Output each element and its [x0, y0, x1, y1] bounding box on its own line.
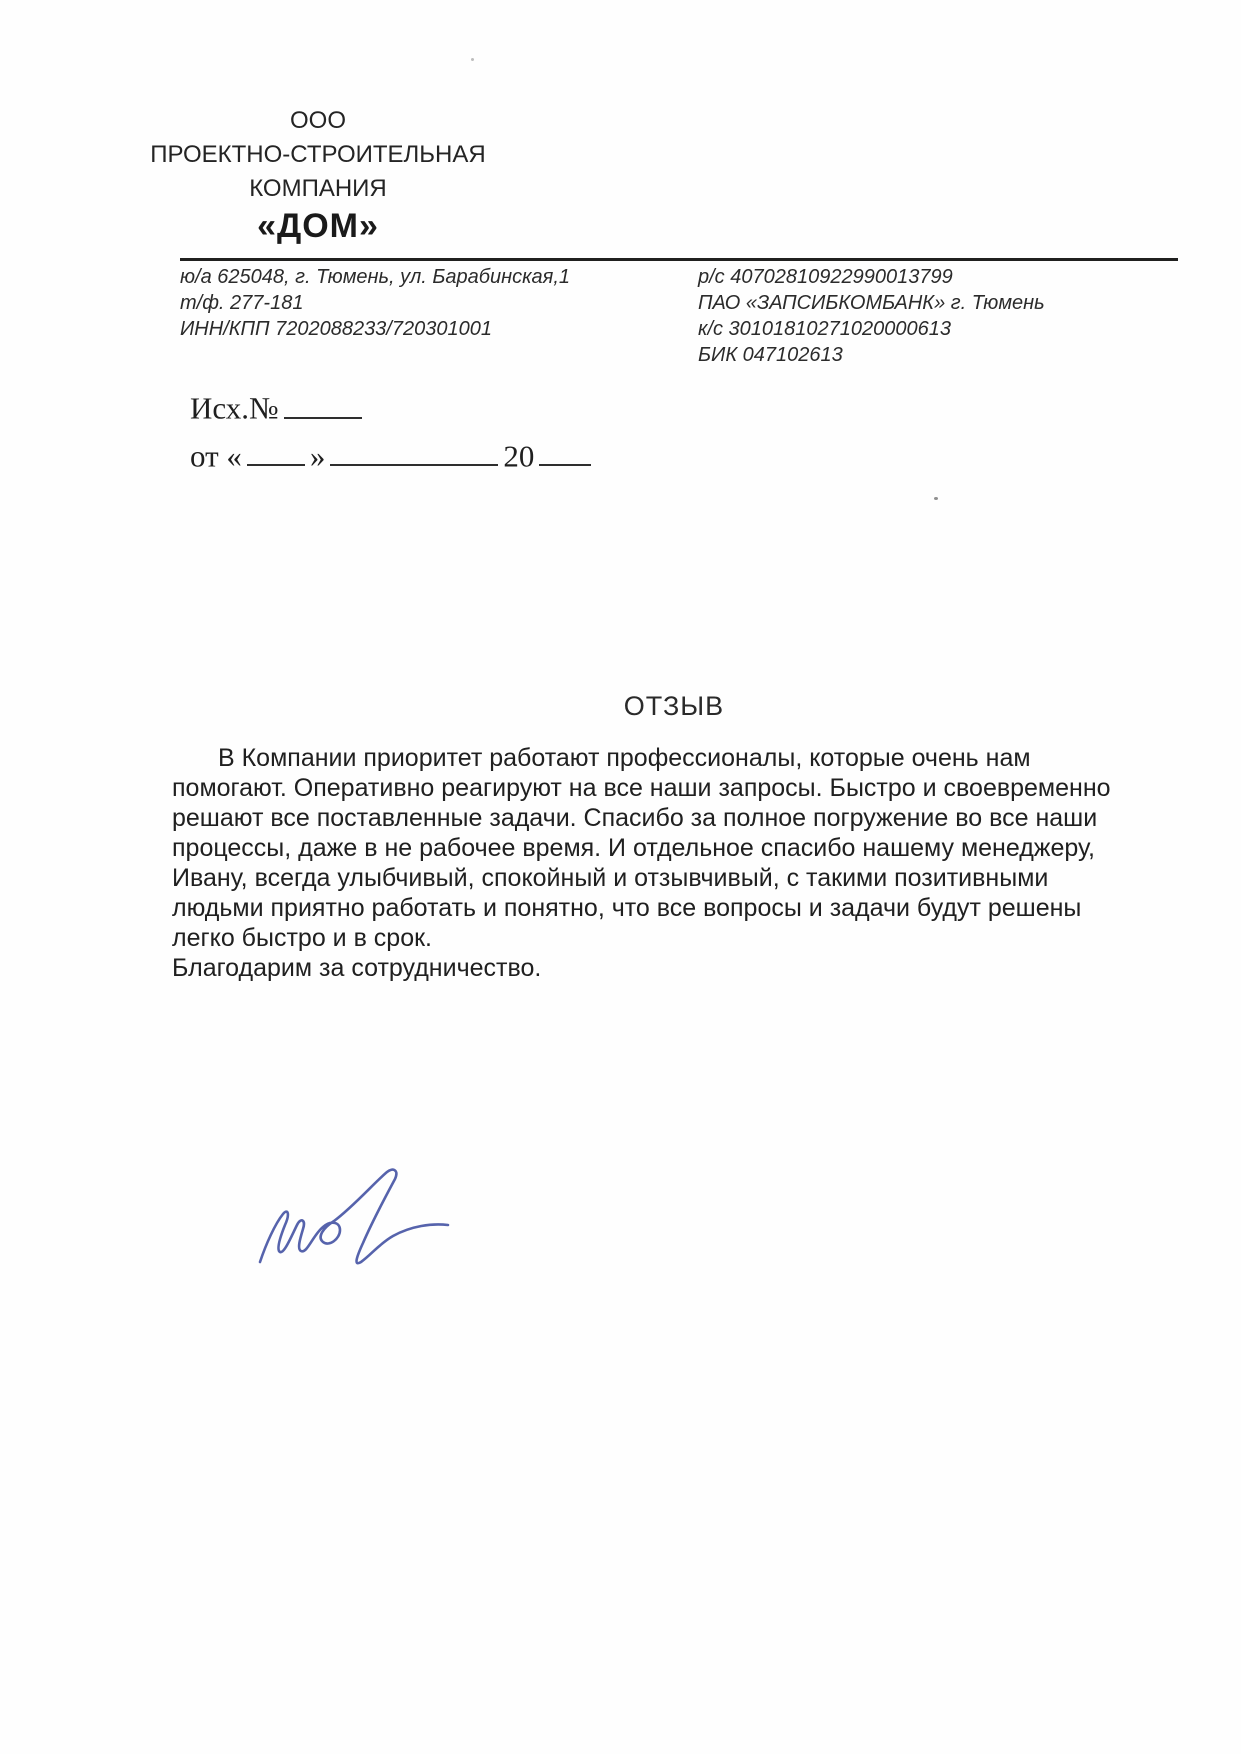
outgoing-number-label: Исх.№ [190, 390, 279, 426]
body-line: помогают. Оперативно реагируют на все наши запросы. Быстро и своевременно [172, 774, 1111, 802]
quote-close: » [309, 438, 326, 474]
letterhead-address-details [180, 264, 570, 342]
blank-line-month [330, 432, 498, 467]
address-line: ю/а 625048, г. Тюмень, ул. Барабинская,1 [180, 266, 571, 288]
blank-line-day [247, 432, 305, 467]
signature-ink-icon [252, 1162, 457, 1277]
letter-title: ОТЗЫВ [623, 691, 725, 721]
scan-speck [934, 497, 938, 500]
date-row [190, 432, 596, 480]
body-line: людьми приятно работать и понятно, что все вопросы и задачи будут решены [172, 894, 1082, 922]
settlement-account-line: р/с 40702810922990013799 [698, 266, 953, 288]
reference-block [190, 384, 596, 479]
body-line: В Компании приоритет работают профессионалы, которые очень нам [218, 744, 1031, 772]
year-prefix: 20 [503, 438, 535, 474]
handwritten-signature [252, 1162, 457, 1277]
phone-line: т/ф. 277-181 [180, 292, 304, 314]
letterhead [150, 104, 486, 246]
body-line: процессы, даже в не рабочее время. И отдельное спасибо нашему менеджеру, [172, 834, 1095, 862]
org-name-line1: ПРОЕКТНО-СТРОИТЕЛЬНАЯ [150, 141, 486, 168]
signature-stroke [260, 1170, 448, 1264]
org-name-line2: КОМПАНИЯ [249, 175, 387, 202]
bank-name-line: ПАО «ЗАПСИБКОМБАНК» г. Тюмень [698, 292, 1045, 314]
outgoing-number-row [190, 384, 596, 432]
bik-line: БИК 047102613 [698, 344, 843, 366]
blank-line-year [539, 432, 591, 467]
letterhead-divider [180, 258, 1178, 261]
letterhead-bank-details [698, 264, 1045, 368]
letter-body [172, 743, 1172, 983]
body-line: решают все поставленные задачи. Спасибо за полное погружение во все наши [172, 804, 1098, 832]
date-from-label: от « [190, 438, 242, 474]
body-line: легко быстро и в срок. [172, 924, 432, 952]
body-closing-line: Благодарим за сотрудничество. [172, 954, 542, 982]
org-type: ООО [289, 107, 346, 134]
blank-line-number [284, 384, 362, 419]
body-line: Ивану, всегда улыбчивый, спокойный и отзывчивый, с такими позитивными [172, 864, 1049, 892]
scan-speck [471, 58, 474, 61]
correspondent-account-line: к/с 30101810271020000613 [698, 318, 952, 340]
inn-kpp-line: ИНН/КПП 7202088233/720301001 [180, 318, 492, 340]
org-name: «ДОМ» [257, 207, 379, 245]
